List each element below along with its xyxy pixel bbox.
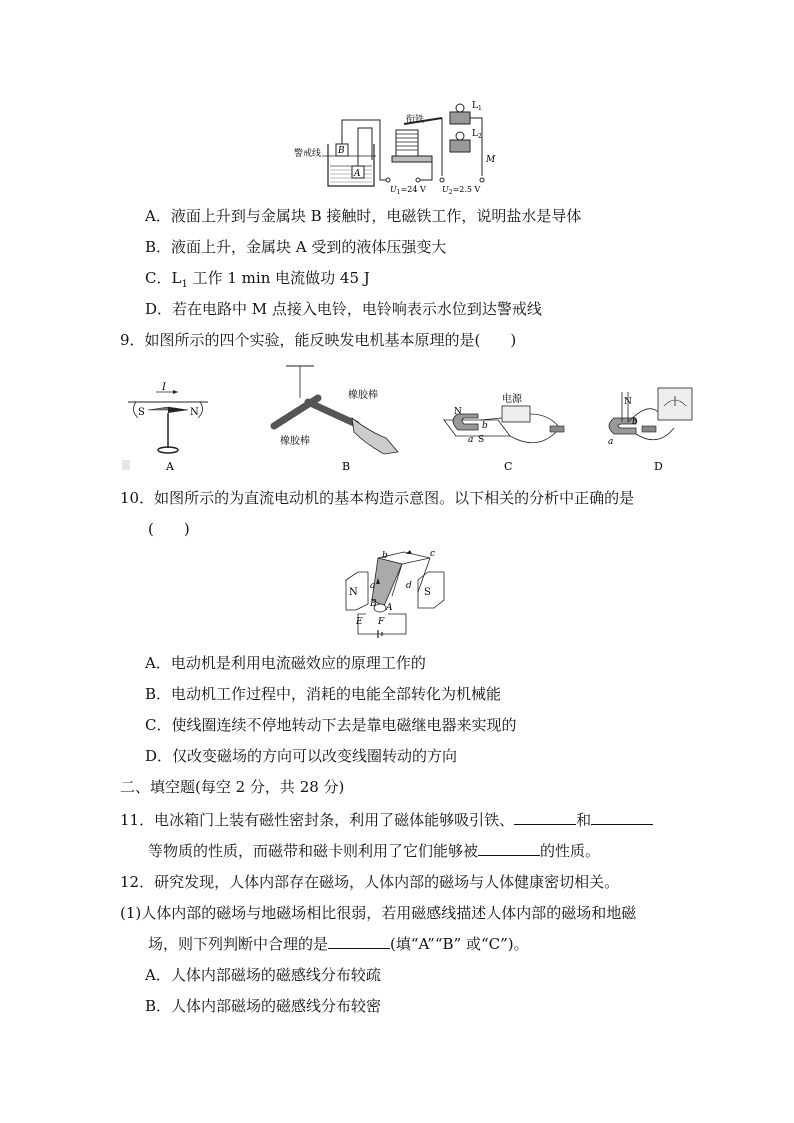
water-tank <box>328 144 374 186</box>
fig-a-caption: A <box>166 460 174 473</box>
q12-sub1-hint: (填“A”“B” 或“C”)。 <box>390 935 529 953</box>
fig-d-n-label: N <box>624 397 632 407</box>
fig-b-rod-label-1: 橡胶棒 <box>348 390 378 401</box>
q8-option-a: A．液面上升到与金属块 B 接触时，电磁铁工作，说明盐水是导体 <box>145 207 582 225</box>
lamp-l1-base <box>450 112 470 124</box>
block-a-label: A <box>354 169 361 179</box>
fig-c-power-label: 电源 <box>502 394 522 405</box>
q9-fig-a <box>128 382 208 473</box>
scan-mark <box>122 460 130 470</box>
q11-blank-1[interactable] <box>514 810 576 825</box>
q8-option-c <box>145 268 370 295</box>
motor-e-label: E <box>356 617 363 627</box>
lamp-l1 <box>456 104 464 112</box>
q9-stem: 9．如图所示的四个实验，能反映发电机基本原理的是( ) <box>120 331 517 349</box>
q8-option-d: D．若在电路中 M 点接入电铃，电铃响表示水位到达警戒线 <box>145 300 542 318</box>
fig-c-caption: C <box>504 460 513 473</box>
q8-circuit-figure <box>292 100 502 196</box>
fig-b-caption: B <box>342 460 351 473</box>
fig-c-b-label: b <box>482 421 488 431</box>
fig-d-switch <box>642 426 656 432</box>
power-supply <box>502 406 530 422</box>
motor-c-label: c <box>430 549 436 559</box>
q12-blank-1[interactable] <box>328 934 390 949</box>
q9-fig-b <box>274 366 398 473</box>
alarm-line-label: 警戒线 <box>294 149 322 159</box>
q11-line-2 <box>148 841 600 861</box>
q10-motor-diagram <box>344 548 450 638</box>
motor-a-label: a <box>370 581 376 591</box>
l2-label: $L_2$ <box>472 129 482 140</box>
q12-option-a: A．人体内部磁场的磁感线分布较疏 <box>145 966 381 984</box>
lamp-l2 <box>456 132 464 140</box>
q11-line-1-text: 11．电冰箱门上装有磁性密封条，利用了磁体能够吸引铁、 <box>120 811 515 829</box>
q11-line-2-text: 等物质的性质，而磁带和磁卡则利用了它们能够被 <box>148 842 479 860</box>
q11-line-1 <box>120 810 653 830</box>
q9-fig-d <box>608 388 692 473</box>
q8-circuit-diagram <box>292 100 502 196</box>
q10-option-b: B．电动机工作过程中，消耗的电能全部转化为机械能 <box>145 685 502 703</box>
base-plate <box>392 156 432 162</box>
q11-blank-3[interactable] <box>478 841 540 856</box>
fig-c-a-label: a <box>468 435 474 445</box>
q8-option-b: B．液面上升，金属块 A 受到的液体压强变大 <box>145 238 447 256</box>
fig-d-caption: D <box>654 460 663 473</box>
motor-f-label: F <box>378 617 385 627</box>
q12-stem: 12．研究发现，人体内部存在磁场，人体内部的磁场与人体健康密切相关。 <box>120 873 620 891</box>
switch <box>550 426 564 432</box>
q9-experiment-diagrams <box>118 362 694 474</box>
motor-d-label: d <box>406 581 412 591</box>
fig-a-n-label: N <box>190 407 199 418</box>
l1-label: $L_1$ <box>472 101 482 112</box>
lamp-l2-base <box>450 140 470 152</box>
q11-line-2-end: 的性质。 <box>540 842 601 860</box>
q12-sub1-line-2 <box>148 934 529 954</box>
q10-motor-figure <box>344 548 450 638</box>
q11-blank-2[interactable] <box>591 810 653 825</box>
q8-option-c-post: 工作 1 min 电流做功 45 J <box>187 269 370 287</box>
q8-option-c-sub: 1 <box>181 279 188 290</box>
fig-c-n-label: N <box>454 407 462 417</box>
q10-stem: 10．如图所示的为直流电动机的基本构造示意图。以下相关的分析中正确的是 <box>120 489 635 507</box>
fig-a-current-label: I <box>162 382 166 393</box>
motor-brush-a-label: A <box>386 603 393 613</box>
u1-label: $U_1=24$ V <box>390 185 426 196</box>
block-b-label: B <box>338 146 345 156</box>
magnet-s <box>418 572 444 608</box>
hand-icon <box>352 418 398 454</box>
fig-b-rod-label-2: 橡胶棒 <box>280 436 310 447</box>
motor-s-label: S <box>424 587 431 598</box>
point-m-label: M <box>486 155 496 165</box>
q10-option-c: C．使线圈连续不停地转动下去是靠电磁继电器来实现的 <box>145 716 517 734</box>
motor-n-label: N <box>349 587 358 598</box>
q10-option-d: D．仅改变磁场的方向可以改变线圈转动的方向 <box>145 747 458 765</box>
q12-sub1-line-1: (1)人体内部的磁场与地磁场相比很弱，若用磁感线描述人体内部的磁场和地磁 <box>120 904 637 922</box>
q12-option-b: B．人体内部磁场的磁感线分布较密 <box>145 997 382 1015</box>
fig-d-a-label: a <box>608 437 614 447</box>
water-hatching <box>330 170 372 182</box>
armature-label: 衔铁 <box>406 115 425 125</box>
q10-paren: ( ) <box>148 520 190 538</box>
section-2-title: 二、填空题(每空 2 分，共 28 分) <box>120 778 345 796</box>
q8-option-c-pre: C．L <box>145 269 182 287</box>
q10-option-a: A．电动机是利用电流磁效应的原理工作的 <box>145 654 426 672</box>
q11-line-1-and: 和 <box>576 811 592 829</box>
motor-b-label: b <box>382 551 388 561</box>
motor-brush-b-label: B <box>370 599 377 609</box>
fig-a-s-label: S <box>138 407 145 418</box>
fig-d-b-label: b <box>632 417 638 427</box>
q9-fig-c <box>444 392 564 473</box>
q12-sub1-text: 场，则下列判断中合理的是 <box>148 935 329 953</box>
u2-label: $U_2=2.5$ V <box>442 185 481 196</box>
q9-figures <box>118 362 694 474</box>
fig-c-s-label: S <box>478 435 485 445</box>
